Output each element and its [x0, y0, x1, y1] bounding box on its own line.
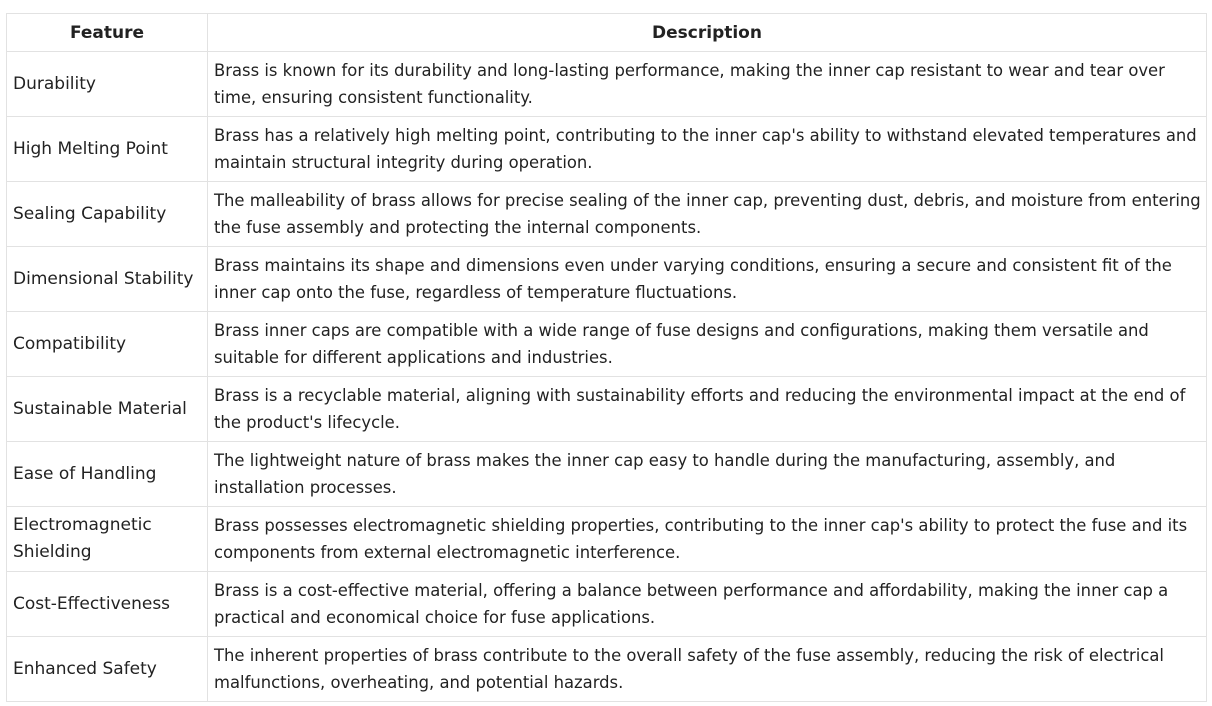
description-cell: Brass possesses electromagnetic shielding properties, contributing to the inner cap's ability to protect the fuse and its components from external electromagnetic interference.	[208, 507, 1207, 572]
column-header-description: Description	[208, 14, 1207, 52]
table-row	[7, 637, 1207, 702]
description-cell: Brass is a cost-effective material, offering a balance between performance and affordability, making the inner cap a practical and economical choice for fuse applications.	[208, 572, 1207, 637]
table-row	[7, 117, 1207, 182]
column-header-feature: Feature	[7, 14, 208, 52]
feature-cell: Compatibility	[7, 312, 208, 377]
feature-cell: Sealing Capability	[7, 182, 208, 247]
feature-table-container	[6, 13, 1206, 702]
description-cell: Brass is known for its durability and long-lasting performance, making the inner cap resistant to wear and tear over time, ensuring consistent functionality.	[208, 52, 1207, 117]
feature-cell: Ease of Handling	[7, 442, 208, 507]
feature-cell: High Melting Point	[7, 117, 208, 182]
feature-table	[6, 13, 1207, 702]
table-row	[7, 507, 1207, 572]
description-cell: The malleability of brass allows for precise sealing of the inner cap, preventing dust, debris, and moisture from entering the fuse assembly and protecting the internal components.	[208, 182, 1207, 247]
description-cell: Brass has a relatively high melting point, contributing to the inner cap's ability to withstand elevated temperatures and maintain structural integrity during operation.	[208, 117, 1207, 182]
table-row	[7, 377, 1207, 442]
description-cell: Brass maintains its shape and dimensions even under varying conditions, ensuring a secure and consistent fit of the inner cap onto the fuse, regardless of temperature fluctuations.	[208, 247, 1207, 312]
description-cell: The inherent properties of brass contribute to the overall safety of the fuse assembly, reducing the risk of electrical malfunctions, overheating, and potential hazards.	[208, 637, 1207, 702]
feature-cell: Electromagnetic Shielding	[7, 507, 208, 572]
table-row	[7, 442, 1207, 507]
feature-cell: Dimensional Stability	[7, 247, 208, 312]
table-header-row	[7, 14, 1207, 52]
feature-cell: Cost-Effectiveness	[7, 572, 208, 637]
table-row	[7, 312, 1207, 377]
description-cell: Brass inner caps are compatible with a wide range of fuse designs and configurations, making them versatile and suitable for different applications and industries.	[208, 312, 1207, 377]
description-cell: The lightweight nature of brass makes the inner cap easy to handle during the manufacturing, assembly, and installation processes.	[208, 442, 1207, 507]
description-cell: Brass is a recyclable material, aligning with sustainability efforts and reducing the environmental impact at the end of the product's lifecycle.	[208, 377, 1207, 442]
table-row	[7, 572, 1207, 637]
feature-cell: Enhanced Safety	[7, 637, 208, 702]
feature-cell: Sustainable Material	[7, 377, 208, 442]
table-row	[7, 52, 1207, 117]
feature-cell: Durability	[7, 52, 208, 117]
table-row	[7, 182, 1207, 247]
table-row	[7, 247, 1207, 312]
